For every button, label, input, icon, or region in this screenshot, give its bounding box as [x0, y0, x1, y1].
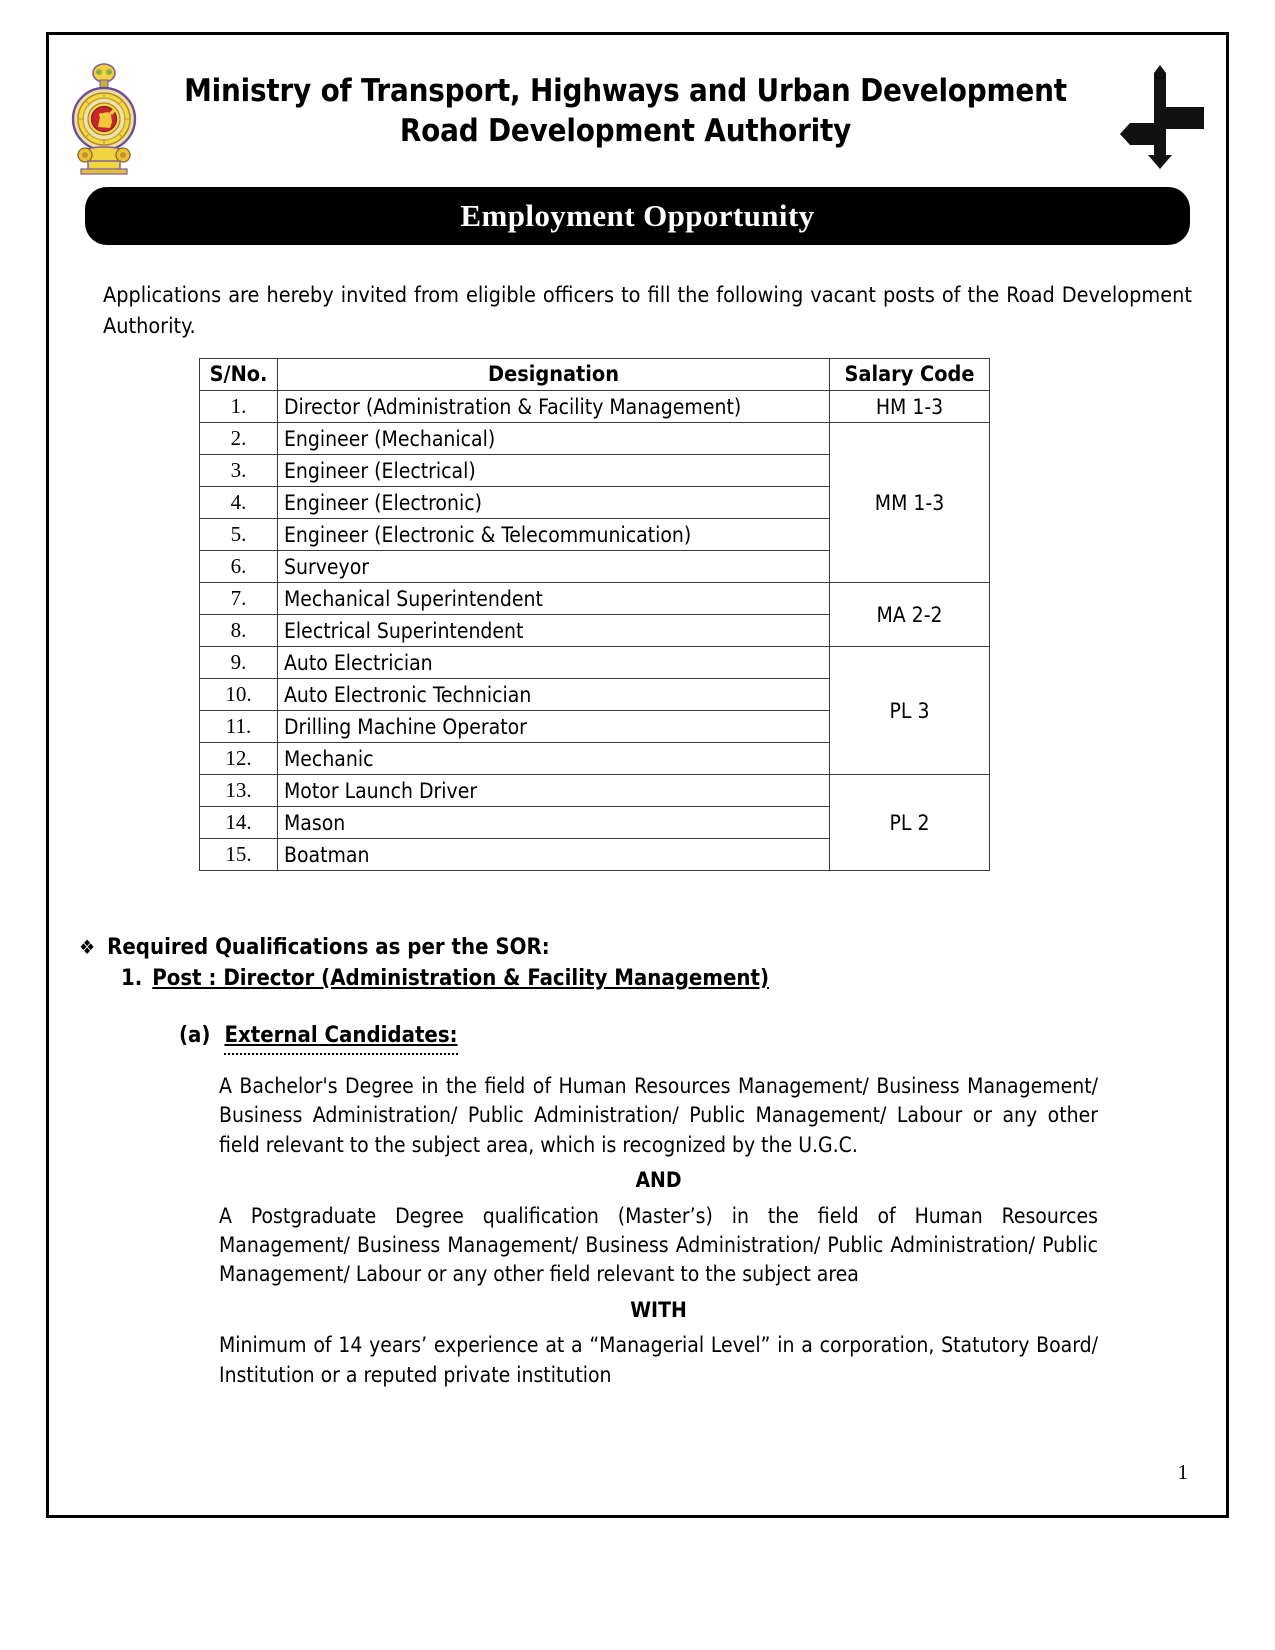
table-row — [200, 423, 990, 455]
table-row — [200, 391, 990, 423]
road-junction-arrows-icon — [1120, 63, 1204, 171]
qualification-paragraph-1: A Bachelor's Degree in the field of Human Resources Management/ Business Management/ Business Administration/ Public Administration/ Public Management/ Labour or any other field relevant to the subject area, which is recognized by the U.G.C. — [219, 1074, 1098, 1157]
cell-sno: 6. — [200, 551, 278, 583]
cell-sno: 5. — [200, 519, 278, 551]
qualifications-section — [49, 935, 1226, 1390]
table-row — [200, 775, 990, 807]
organization-title — [145, 71, 1106, 152]
cell-sno: 2. — [200, 423, 278, 455]
cell-salary-code: MA 2-2 — [830, 583, 990, 647]
cell-designation: Surveyor — [278, 551, 830, 583]
table-row — [200, 583, 990, 615]
header-designation: Designation — [278, 359, 830, 391]
intro-paragraph: Applications are hereby invited from eligible officers to fill the following vacant posts of the Road Development Authority. — [103, 283, 1192, 339]
subsection-label: (a) — [179, 1023, 211, 1048]
vacant-posts-table — [199, 358, 990, 871]
cell-sno: 14. — [200, 807, 278, 839]
page-border — [46, 32, 1229, 1518]
letterhead — [49, 35, 1226, 167]
cell-designation: Motor Launch Driver — [278, 775, 830, 807]
table-header-row — [200, 359, 990, 391]
cell-designation: Auto Electrician — [278, 647, 830, 679]
cell-designation: Auto Electronic Technician — [278, 679, 830, 711]
subsection-title: External Candidates: — [224, 1023, 458, 1048]
qualifications-heading — [79, 935, 1226, 960]
cell-sno: 13. — [200, 775, 278, 807]
cell-designation: Engineer (Electrical) — [278, 455, 830, 487]
post-title: Post : Director (Administration & Facility Management) — [152, 966, 769, 991]
page-content — [49, 35, 1226, 1515]
cell-designation: Electrical Superintendent — [278, 615, 830, 647]
cell-designation: Engineer (Mechanical) — [278, 423, 830, 455]
table-row — [200, 647, 990, 679]
cell-designation: Mechanic — [278, 743, 830, 775]
ministry-name: Ministry of Transport, Highways and Urban Development — [184, 73, 1067, 109]
post-item-1 — [121, 966, 1226, 991]
header-sno: S/No. — [200, 359, 278, 391]
employment-opportunity-banner: Employment Opportunity — [85, 187, 1190, 245]
cell-sno: 8. — [200, 615, 278, 647]
cell-designation: Engineer (Electronic & Telecommunication) — [278, 519, 830, 551]
diamond-bullet-icon: ❖ — [79, 935, 96, 959]
cell-sno: 4. — [200, 487, 278, 519]
cell-sno: 1. — [200, 391, 278, 423]
post-number: 1. — [121, 966, 143, 991]
cell-sno: 7. — [200, 583, 278, 615]
cell-salary-code: PL 2 — [830, 775, 990, 871]
banner-container — [49, 187, 1226, 245]
page-number: 1 — [1177, 1460, 1188, 1484]
cell-designation: Director (Administration & Facility Management) — [278, 391, 830, 423]
cell-sno: 11. — [200, 711, 278, 743]
vacant-posts-table-container — [199, 358, 989, 871]
sri-lanka-national-emblem-icon — [71, 63, 137, 175]
cell-sno: 3. — [200, 455, 278, 487]
cell-salary-code: HM 1-3 — [830, 391, 990, 423]
cell-designation: Drilling Machine Operator — [278, 711, 830, 743]
header-salary-code: Salary Code — [830, 359, 990, 391]
cell-sno: 15. — [200, 839, 278, 871]
authority-name: Road Development Authority — [399, 113, 852, 150]
qualification-body — [219, 1072, 1098, 1390]
cell-designation: Engineer (Electronic) — [278, 487, 830, 519]
cell-sno: 12. — [200, 743, 278, 775]
connector-with: WITH — [630, 1297, 687, 1322]
cell-designation: Mechanical Superintendent — [278, 583, 830, 615]
cell-salary-code: MM 1-3 — [830, 423, 990, 583]
connector-and: AND — [635, 1168, 682, 1193]
cell-sno: 10. — [200, 679, 278, 711]
table-body — [200, 391, 990, 871]
cell-designation: Mason — [278, 807, 830, 839]
cell-sno: 9. — [200, 647, 278, 679]
cell-salary-code: PL 3 — [830, 647, 990, 775]
qualification-paragraph-3: Minimum of 14 years’ experience at a “Managerial Level” in a corporation, Statutory Board/ Institution or a reputed private institution — [219, 1333, 1098, 1387]
external-candidates-heading — [179, 1023, 1226, 1048]
qualifications-heading-text: Required Qualifications as per the SOR: — [107, 935, 550, 960]
qualification-paragraph-2: A Postgraduate Degree qualification (Master’s) in the field of Human Resources Management/ Business Management/ Business Administration/ Public Administration/ Public Management/ Labour or any other field relevant to the subject area — [219, 1203, 1098, 1287]
cell-designation: Boatman — [278, 839, 830, 871]
